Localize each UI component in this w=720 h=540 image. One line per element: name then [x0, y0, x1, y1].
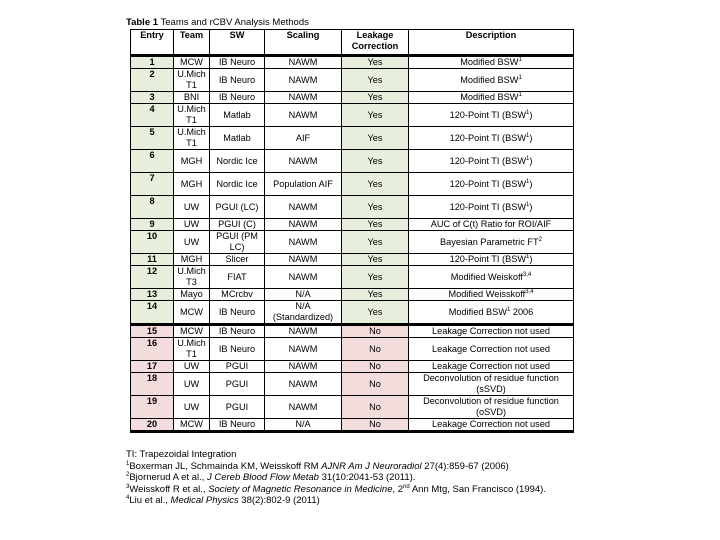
- scaling-cell: N/A: [265, 289, 342, 301]
- table-row: [131, 373, 574, 396]
- analysis-methods-table: [130, 29, 574, 433]
- scaling-cell: Population AIF: [265, 173, 342, 196]
- entry-cell: 14: [131, 301, 174, 325]
- description-text: 120-Point TI (BSW: [449, 254, 526, 264]
- table-row: [131, 56, 574, 69]
- reference-authors: Liu et al.,: [129, 495, 171, 506]
- description-text: Modified Weiskoff: [450, 271, 523, 282]
- reference-superscript: 3,4: [525, 288, 534, 295]
- table-row: [131, 69, 574, 92]
- scaling-cell: NAWM: [265, 266, 342, 289]
- team-cell: UW: [174, 373, 210, 396]
- software-cell: IB Neuro: [210, 92, 265, 104]
- team-cell: U.Mich T1: [174, 69, 210, 92]
- reference-superscript: 1: [506, 306, 511, 313]
- description-text: 120-Point TI (BSW: [449, 132, 526, 143]
- team-cell: MCW: [174, 419, 210, 432]
- reference-item: [126, 472, 546, 484]
- reference-details: 27(4):859-67 (2006): [421, 460, 509, 472]
- leakage-cell: Yes: [342, 173, 409, 196]
- software-cell: PGUI: [210, 396, 265, 419]
- description-text: Deconvolution of residue function (oSVD): [423, 396, 559, 417]
- description-cell: [409, 231, 574, 254]
- description-text: Modified BSW: [448, 306, 507, 317]
- table-row: [131, 301, 574, 325]
- leakage-cell: Yes: [342, 196, 409, 219]
- description-cell: [409, 150, 574, 173]
- team-cell: MGH: [174, 150, 210, 173]
- header-scaling: Scaling: [265, 30, 342, 56]
- description-cell: [409, 419, 574, 432]
- team-cell: Mayo: [174, 289, 210, 301]
- reference-journal: J Cereb Blood Flow Metab: [206, 472, 319, 483]
- software-cell: Matlab: [210, 127, 265, 150]
- software-cell: PGUI (C): [210, 219, 265, 231]
- leakage-cell: No: [342, 338, 409, 361]
- entry-cell: 7: [131, 173, 174, 196]
- description-suffix: ): [529, 132, 533, 143]
- team-cell: MCW: [174, 325, 210, 338]
- reference-item: [126, 461, 546, 473]
- description-cell: [409, 127, 574, 150]
- team-cell: UW: [174, 196, 210, 219]
- leakage-cell: Yes: [342, 289, 409, 301]
- scaling-cell: NAWM: [265, 338, 342, 361]
- description-text: 120-Point TI (BSW: [449, 109, 526, 120]
- description-cell: [409, 266, 574, 289]
- description-cell: [409, 396, 574, 419]
- scaling-cell: NAWM: [265, 396, 342, 419]
- entry-cell: 13: [131, 289, 174, 301]
- leakage-cell: No: [342, 361, 409, 373]
- description-suffix: ): [529, 109, 533, 120]
- scaling-cell: AIF: [265, 127, 342, 150]
- software-cell: Nordic Ice: [210, 173, 265, 196]
- table-row: [131, 104, 574, 127]
- description-cell: [409, 289, 574, 301]
- table-row: [131, 325, 574, 338]
- description-cell: [409, 301, 574, 325]
- description-text: Bayesian Parametric FT: [440, 236, 539, 247]
- entry-cell: 2: [131, 69, 174, 92]
- description-text: Leakage Correction not used: [432, 361, 550, 371]
- description-suffix: 2006: [510, 306, 534, 317]
- scaling-cell: NAWM: [265, 69, 342, 92]
- table-row: [131, 127, 574, 150]
- entry-cell: 5: [131, 127, 174, 150]
- scaling-cell: NAWM: [265, 325, 342, 338]
- description-text: Leakage Correction not used: [432, 326, 550, 336]
- leakage-cell: Yes: [342, 254, 409, 266]
- reference-superscript: 1: [526, 109, 530, 116]
- description-cell: [409, 325, 574, 338]
- leakage-cell: No: [342, 325, 409, 338]
- reference-number: 4: [126, 494, 130, 501]
- reference-superscript: 1: [518, 74, 522, 81]
- scaling-cell: NAWM: [265, 361, 342, 373]
- reference-details: 38(2):802-9 (2011): [238, 495, 320, 506]
- team-cell: UW: [174, 361, 210, 373]
- software-cell: IB Neuro: [210, 301, 265, 325]
- description-text: Leakage Correction not used: [432, 343, 550, 354]
- table-body: [131, 56, 574, 432]
- leakage-cell: Yes: [342, 56, 409, 69]
- team-cell: U.Mich T1: [174, 338, 210, 361]
- reference-superscript: 1: [526, 178, 530, 185]
- description-cell: [409, 92, 574, 104]
- description-text: Modified BSW: [460, 74, 519, 85]
- reference-number: 3: [126, 483, 130, 490]
- description-cell: [409, 373, 574, 396]
- description-suffix: ): [529, 254, 533, 264]
- description-cell: [409, 338, 574, 361]
- description-text: Deconvolution of residue function (sSVD): [423, 373, 559, 394]
- entry-cell: 17: [131, 361, 174, 373]
- scaling-cell: NAWM: [265, 104, 342, 127]
- entry-cell: 1: [131, 56, 174, 69]
- reference-superscript: 2: [538, 236, 542, 243]
- table-row: [131, 231, 574, 254]
- header-sw: SW: [210, 30, 265, 56]
- entry-cell: 19: [131, 396, 174, 419]
- software-cell: Matlab: [210, 104, 265, 127]
- scaling-cell: NAWM: [265, 56, 342, 69]
- team-cell: MCW: [174, 56, 210, 69]
- reference-number: 2: [126, 471, 130, 478]
- software-cell: Nordic Ice: [210, 150, 265, 173]
- entry-cell: 9: [131, 219, 174, 231]
- leakage-cell: No: [342, 396, 409, 419]
- description-text: Leakage Correction not used: [432, 419, 550, 429]
- team-cell: U.Mich T3: [174, 266, 210, 289]
- team-cell: MGH: [174, 173, 210, 196]
- leakage-cell: No: [342, 373, 409, 396]
- reference-superscript: 1: [526, 132, 530, 139]
- description-text: 120-Point TI (BSW: [449, 201, 526, 212]
- leakage-cell: Yes: [342, 301, 409, 325]
- software-cell: IB Neuro: [210, 69, 265, 92]
- scaling-cell: NAWM: [265, 373, 342, 396]
- scaling-cell: NAWM: [265, 150, 342, 173]
- software-cell: PGUI: [210, 361, 265, 373]
- reference-details-end: Ann Mtg, San Francisco (1994).: [409, 483, 546, 495]
- description-suffix: ): [529, 201, 533, 212]
- software-cell: MCrcbv: [210, 289, 265, 301]
- leakage-cell: No: [342, 419, 409, 432]
- entry-cell: 20: [131, 419, 174, 432]
- description-suffix: ): [529, 178, 533, 189]
- entry-cell: 16: [131, 338, 174, 361]
- scaling-cell: NAWM: [265, 231, 342, 254]
- reference-superscript: 3,4: [522, 271, 532, 278]
- table-row: [131, 196, 574, 219]
- reference-superscript: 1: [526, 155, 530, 162]
- entry-cell: 4: [131, 104, 174, 127]
- software-cell: PGUI (LC): [210, 196, 265, 219]
- software-cell: IB Neuro: [210, 419, 265, 432]
- table-row: [131, 419, 574, 432]
- table-row: [131, 173, 574, 196]
- reference-authors: Boxerman JL, Schmainda KM, Weisskoff RM: [129, 460, 322, 472]
- description-cell: [409, 254, 574, 266]
- scaling-cell: NAWM: [265, 196, 342, 219]
- software-cell: IB Neuro: [210, 56, 265, 69]
- entry-cell: 11: [131, 254, 174, 266]
- team-cell: MCW: [174, 301, 210, 325]
- software-cell: IB Neuro: [210, 325, 265, 338]
- description-text: Modified Weisskoff: [448, 289, 526, 299]
- entry-cell: 12: [131, 266, 174, 289]
- reference-superscript: 1: [518, 56, 522, 63]
- table-notes: [126, 449, 546, 507]
- reference-item: [126, 484, 546, 496]
- table-caption: [126, 17, 309, 28]
- reference-journal: AJNR Am J Neuroradiol: [321, 460, 422, 472]
- scaling-cell: NAWM: [265, 254, 342, 266]
- leakage-cell: Yes: [342, 127, 409, 150]
- references: [126, 461, 546, 507]
- reference-authors: Bjornerud A et al.,: [129, 472, 207, 483]
- table-title: Teams and rCBV Analysis Methods: [160, 17, 309, 28]
- abbreviation-note: TI: Trapezoidal Integration: [126, 449, 237, 460]
- software-cell: PGUI: [210, 373, 265, 396]
- software-cell: PGUI (PM LC): [210, 231, 265, 254]
- leakage-cell: Yes: [342, 219, 409, 231]
- team-cell: BNI: [174, 92, 210, 104]
- entry-cell: 10: [131, 231, 174, 254]
- description-cell: [409, 69, 574, 92]
- description-suffix: ): [529, 155, 533, 166]
- software-cell: IB Neuro: [210, 338, 265, 361]
- reference-journal: Society of Magnetic Resonance in Medicine: [208, 483, 393, 495]
- description-text: AUC of C(t) Ratio for ROI/AIF: [430, 219, 552, 229]
- header-entry: Entry: [131, 30, 174, 56]
- table-row: [131, 396, 574, 419]
- table-row: [131, 361, 574, 373]
- table-row: [131, 254, 574, 266]
- reference-journal: Medical Physics: [170, 495, 239, 506]
- reference-superscript: 1: [518, 91, 522, 98]
- reference-item: [126, 495, 546, 507]
- team-cell: MGH: [174, 254, 210, 266]
- team-cell: UW: [174, 231, 210, 254]
- description-text: Modified BSW: [460, 57, 519, 67]
- software-cell: Slicer: [210, 254, 265, 266]
- description-text: 120-Point TI (BSW: [449, 155, 526, 166]
- reference-authors: Weisskoff R et al.,: [129, 483, 209, 495]
- leakage-cell: Yes: [342, 69, 409, 92]
- team-cell: U.Mich T1: [174, 104, 210, 127]
- leakage-cell: Yes: [342, 104, 409, 127]
- entry-cell: 18: [131, 373, 174, 396]
- header-leakage: Leakage Correction: [342, 30, 409, 56]
- team-cell: UW: [174, 396, 210, 419]
- reference-details: , 2: [392, 483, 404, 495]
- entry-cell: 6: [131, 150, 174, 173]
- table-row: [131, 219, 574, 231]
- leakage-cell: Yes: [342, 150, 409, 173]
- table-row: [131, 266, 574, 289]
- scaling-cell: N/A (Standardized): [265, 301, 342, 325]
- team-cell: U.Mich T1: [174, 127, 210, 150]
- description-text: 120-Point TI (BSW: [449, 178, 526, 189]
- leakage-cell: Yes: [342, 266, 409, 289]
- description-text: Modified BSW: [460, 92, 519, 102]
- reference-ordinal: nd: [403, 483, 410, 490]
- description-cell: [409, 219, 574, 231]
- team-cell: UW: [174, 219, 210, 231]
- table-row: [131, 150, 574, 173]
- table-label: Table 1: [126, 17, 159, 28]
- reference-superscript: 1: [526, 201, 530, 208]
- description-cell: [409, 361, 574, 373]
- reference-number: 1: [126, 460, 130, 467]
- scaling-cell: NAWM: [265, 92, 342, 104]
- reference-superscript: 1: [526, 253, 530, 260]
- table-row: [131, 289, 574, 301]
- description-cell: [409, 104, 574, 127]
- table-row: [131, 92, 574, 104]
- entry-cell: 3: [131, 92, 174, 104]
- scaling-cell: N/A: [265, 419, 342, 432]
- description-cell: [409, 173, 574, 196]
- leakage-cell: Yes: [342, 231, 409, 254]
- scaling-cell: NAWM: [265, 219, 342, 231]
- header-description: Description: [409, 30, 574, 56]
- entry-cell: 15: [131, 325, 174, 338]
- leakage-cell: Yes: [342, 92, 409, 104]
- table-row: [131, 338, 574, 361]
- description-cell: [409, 196, 574, 219]
- description-cell: [409, 56, 574, 69]
- header-row: [131, 30, 574, 56]
- header-team: Team: [174, 30, 210, 56]
- reference-details: 31(10:2041-53 (2011).: [318, 472, 416, 483]
- entry-cell: 8: [131, 196, 174, 219]
- software-cell: FIAT: [210, 266, 265, 289]
